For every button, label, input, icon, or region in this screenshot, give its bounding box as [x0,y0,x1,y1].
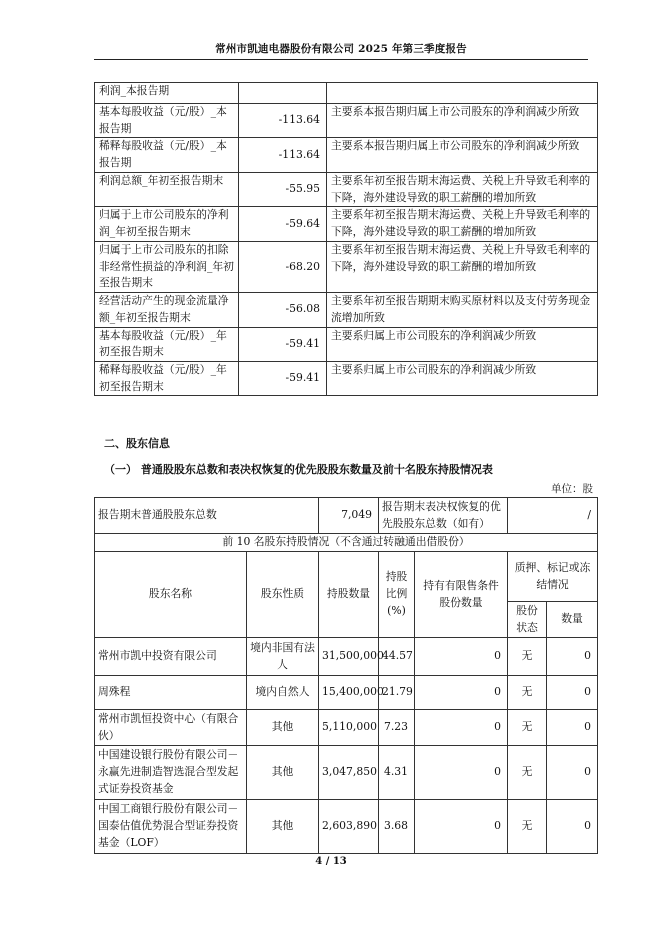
table-row [95,327,598,361]
shareholder-shares: 5,110,000 [319,710,379,746]
shareholder-shares: 2,603,890 [319,800,379,854]
header-rule [94,59,588,60]
table-row [95,138,598,172]
page-number: 4 / 13 [315,856,347,867]
shareholder-row [95,800,598,854]
col-restricted: 持有有限售条件股份数量 [415,552,508,638]
row-value: -55.95 [239,172,327,206]
unit-label: 单位：股 [551,483,593,495]
col-name: 股东名称 [95,552,247,638]
row-item: 基本每股收益（元/股）_年初至报告期末 [95,327,239,361]
header-row [95,552,598,602]
shareholder-nature: 其他 [247,710,319,746]
col-qty: 数量 [547,602,598,638]
pref-holders-value: / [508,498,598,534]
shareholder-restricted: 0 [415,676,508,710]
table-row [95,362,598,396]
row-value: -59.41 [239,327,327,361]
col-nature: 股东性质 [247,552,319,638]
row-item: 基本每股收益（元/股）_本报告期 [95,104,239,138]
row-item: 稀释每股收益（元/股）_本报告期 [95,138,239,172]
top10-caption: 前 10 名股东持股情况（不含通过转融通出借股份） [95,534,598,552]
caption-row [95,534,598,552]
shareholder-name: 中国工商银行股份有限公司－国泰估值优势混合型证券投资基金（LOF） [95,800,247,854]
shareholder-ratio: 44.57 [379,638,415,676]
table-row [95,172,598,206]
shareholder-restricted: 0 [415,638,508,676]
col-ratio: 持股比例(%) [379,552,415,638]
shareholder-qty: 0 [547,710,598,746]
row-reason: 主要系年初至报告期末海运费、关税上升导致毛利率的下降，海外建设导致的职工薪酬的增加所致 [327,241,598,292]
shareholder-row [95,676,598,710]
shareholder-name: 常州市凯恒投资中心（有限合伙） [95,710,247,746]
shareholder-status: 无 [508,676,547,710]
row-item: 利润总额_年初至报告期末 [95,172,239,206]
shareholder-row [95,710,598,746]
row-item: 归属于上市公司股东的净利润_年初至报告期末 [95,207,239,241]
shareholder-ratio: 4.31 [379,746,415,800]
shareholder-name: 周殊程 [95,676,247,710]
total-holders-value: 7,049 [319,498,379,534]
row-value: -113.64 [239,138,327,172]
section-heading: 二、股东信息 [104,437,170,450]
row-reason: 主要系年初至报告期末海运费、关税上升导致毛利率的下降，海外建设导致的职工薪酬的增加所致 [327,207,598,241]
row-value: -59.64 [239,207,327,241]
row-value: -56.08 [239,293,327,327]
table-row [95,104,598,138]
shareholder-shares: 31,500,000 [319,638,379,676]
shareholder-qty: 0 [547,746,598,800]
shareholder-restricted: 0 [415,710,508,746]
row-value: -113.64 [239,104,327,138]
shareholder-name: 常州市凯中投资有限公司 [95,638,247,676]
shareholder-qty: 0 [547,638,598,676]
shareholder-shares: 3,047,850 [319,746,379,800]
col-status: 股份状态 [508,602,547,638]
shareholder-row [95,638,598,676]
shareholder-shares: 15,400,000 [319,676,379,710]
table-row [95,207,598,241]
table-row [95,83,598,104]
shareholder-nature: 境内自然人 [247,676,319,710]
shareholder-restricted: 0 [415,746,508,800]
shareholder-qty: 0 [547,676,598,710]
page-header: 常州市凯迪电器股份有限公司 2025 年第三季度报告 [215,43,467,55]
col-pledge: 质押、标记或冻结情况 [508,552,598,602]
shareholder-ratio: 21.79 [379,676,415,710]
shareholder-status: 无 [508,746,547,800]
shareholder-nature: 其他 [247,800,319,854]
shareholder-restricted: 0 [415,800,508,854]
shareholder-status: 无 [508,638,547,676]
row-item: 归属于上市公司股东的扣除非经常性损益的净利润_年初至报告期末 [95,241,239,292]
col-shares: 持股数量 [319,552,379,638]
change-reason-table [94,82,598,396]
shareholder-status: 无 [508,710,547,746]
shareholder-name: 中国建设银行股份有限公司－永赢先进制造智选混合型发起式证券投资基金 [95,746,247,800]
row-value: -59.41 [239,362,327,396]
shareholder-status: 无 [508,800,547,854]
row-item: 稀释每股收益（元/股）_年初至报告期末 [95,362,239,396]
row-reason: 主要系年初至报告期末海运费、关税上升导致毛利率的下降，海外建设导致的职工薪酬的增加所致 [327,172,598,206]
shareholder-nature: 境内非国有法人 [247,638,319,676]
pref-holders-label: 报告期末表决权恢复的优先股股东总数（如有） [379,498,508,534]
shareholder-table [94,497,598,854]
row-item: 利润_本报告期 [95,83,239,104]
row-reason: 主要系年初至报告期期末购买原材料以及支付劳务现金流增加所致 [327,293,598,327]
row-reason [327,83,598,104]
summary-row [95,498,598,534]
total-holders-label: 报告期末普通股股东总数 [95,498,319,534]
row-reason: 主要系归属上市公司股东的净利润减少所致 [327,362,598,396]
shareholder-qty: 0 [547,800,598,854]
row-item: 经营活动产生的现金流量净额_年初至报告期末 [95,293,239,327]
subsection-heading: （一） 普通股股东总数和表决权恢复的优先股股东数量及前十名股东持股情况表 [104,463,493,476]
table-row [95,293,598,327]
row-reason: 主要系本报告期归属上市公司股东的净利润减少所致 [327,138,598,172]
row-reason: 主要系本报告期归属上市公司股东的净利润减少所致 [327,104,598,138]
row-reason: 主要系归属上市公司股东的净利润减少所致 [327,327,598,361]
shareholder-ratio: 3.68 [379,800,415,854]
table-row [95,241,598,292]
shareholder-row [95,746,598,800]
shareholder-ratio: 7.23 [379,710,415,746]
shareholder-nature: 其他 [247,746,319,800]
row-value [239,83,327,104]
row-value: -68.20 [239,241,327,292]
